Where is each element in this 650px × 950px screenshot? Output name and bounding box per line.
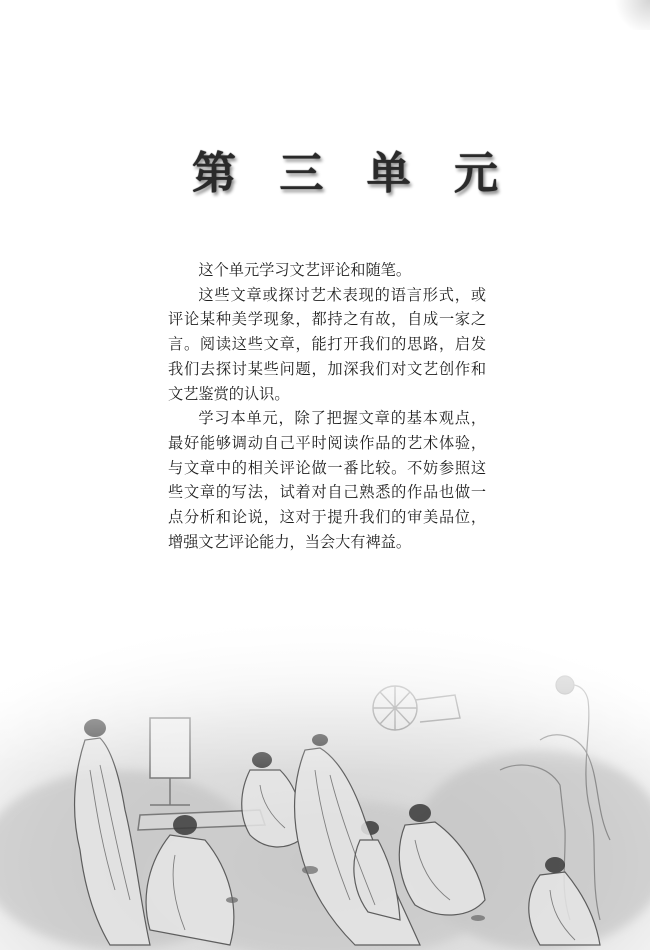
intro-paragraph-1: 这个单元学习文艺评论和随笔。 <box>198 261 412 279</box>
intro-paragraph-2: 这些文章或探讨艺术表现的语言形式，或评论某种美学现象，都持之有故，自成一家之言。阅读这些文章，能打开我们的思路，启发我们去探讨某些问题，加深我们对文艺创作和文艺鉴赏的认识。 <box>168 285 486 403</box>
unit-introduction <box>168 258 486 554</box>
corner-smudge <box>610 0 650 30</box>
ink-painting-illustration <box>0 600 650 950</box>
intro-paragraph-3: 学习本单元，除了把握文章的基本观点，最好能够调动自己平时阅读作品的艺术体验，与文章中的相关评论做一番比较。不妨参照这些文章的写法，试着对自己熟悉的作品也做一点分析和论说，这对于提升我们的审美品位，增强文艺评论能力，当会大有裨益。 <box>168 409 486 551</box>
unit-title: 第 三 单 元 <box>192 148 512 199</box>
